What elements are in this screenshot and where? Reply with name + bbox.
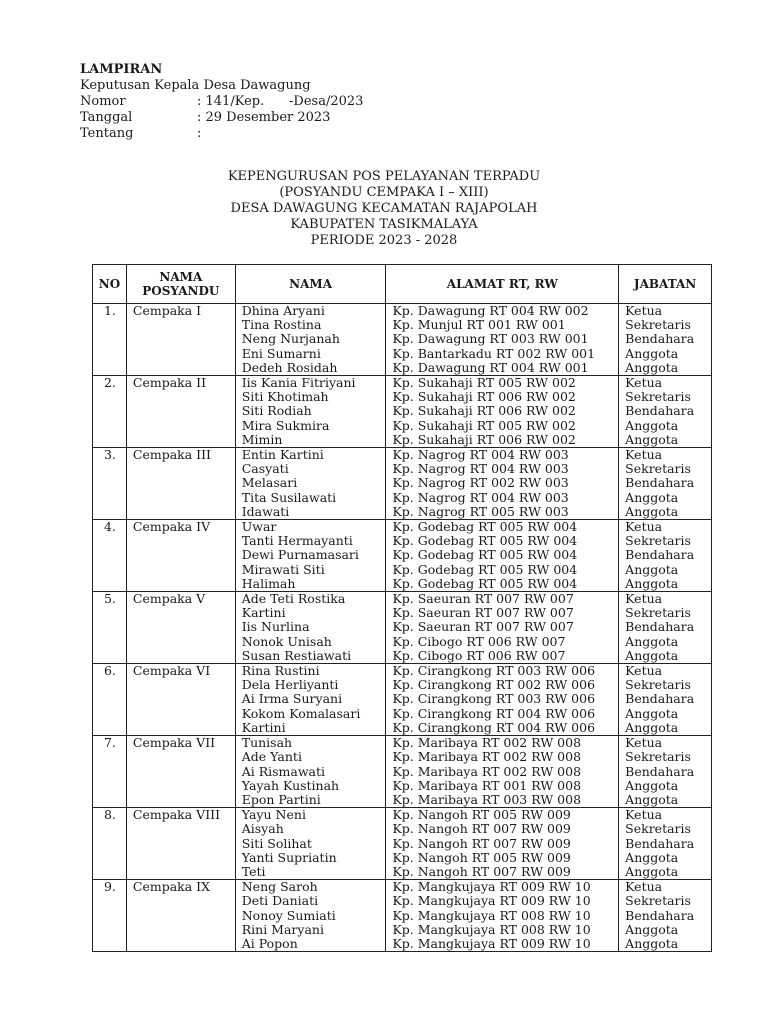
- cell-nama: Idawati: [235, 505, 386, 520]
- cell-jabatan: Sekretaris: [619, 678, 712, 692]
- cell-nama: Dhina Aryani: [235, 304, 386, 319]
- table-row: [93, 318, 712, 332]
- cell-nama: Epon Partini: [235, 793, 386, 808]
- cell-alamat: Kp. Cirangkong RT 003 RW 006: [386, 692, 619, 706]
- cell-alamat: Kp. Nagrog RT 005 RW 003: [386, 505, 619, 520]
- cell-posyandu: [126, 476, 235, 490]
- table-row: [93, 505, 712, 520]
- cell-alamat: Kp. Dawagung RT 004 RW 002: [386, 304, 619, 319]
- cell-no: [93, 433, 127, 448]
- cell-jabatan: Bendahara: [619, 692, 712, 706]
- cell-no: [93, 534, 127, 548]
- cell-jabatan: Anggota: [619, 937, 712, 952]
- table-row: [93, 808, 712, 823]
- cell-alamat: Kp. Sukahaji RT 006 RW 002: [386, 390, 619, 404]
- cell-jabatan: Ketua: [619, 736, 712, 751]
- cell-no: 6.: [93, 664, 127, 679]
- cell-alamat: Kp. Godebag RT 005 RW 004: [386, 563, 619, 577]
- cell-no: [93, 765, 127, 779]
- column-header-alamat: ALAMAT RT, RW: [386, 265, 619, 304]
- cell-alamat: Kp. Maribaya RT 002 RW 008: [386, 736, 619, 751]
- cell-posyandu: [126, 865, 235, 880]
- cell-nama: Ade Yanti: [235, 750, 386, 764]
- cell-alamat: Kp. Bantarkadu RT 002 RW 001: [386, 347, 619, 361]
- header-row-tanggal: [80, 110, 363, 126]
- cell-no: [93, 635, 127, 649]
- cell-alamat: Kp. Mangkujaya RT 008 RW 10: [386, 909, 619, 923]
- cell-no: [93, 404, 127, 418]
- cell-posyandu: [126, 851, 235, 865]
- cell-alamat: Kp. Dawagung RT 004 RW 001: [386, 361, 619, 376]
- cell-jabatan: Anggota: [619, 779, 712, 793]
- cell-alamat: Kp. Nagrog RT 002 RW 003: [386, 476, 619, 490]
- cell-jabatan: Anggota: [619, 851, 712, 865]
- cell-posyandu: [126, 721, 235, 736]
- cell-alamat: Kp. Godebag RT 005 RW 004: [386, 520, 619, 535]
- cell-jabatan: Anggota: [619, 865, 712, 880]
- table-row: [93, 894, 712, 908]
- column-header-nama-posyandu: NAMA POSYANDU: [126, 265, 235, 304]
- cell-nama: Ai Rismawati: [235, 765, 386, 779]
- cell-no: 3.: [93, 448, 127, 463]
- cell-jabatan: Sekretaris: [619, 822, 712, 836]
- cell-jabatan: Ketua: [619, 808, 712, 823]
- cell-jabatan: Anggota: [619, 361, 712, 376]
- cell-alamat: Kp. Mangkujaya RT 009 RW 10: [386, 894, 619, 908]
- cell-jabatan: Anggota: [619, 577, 712, 592]
- cell-alamat: Kp. Saeuran RT 007 RW 007: [386, 592, 619, 607]
- cell-alamat: Kp. Nagrog RT 004 RW 003: [386, 462, 619, 476]
- cell-no: [93, 649, 127, 664]
- cell-jabatan: Bendahara: [619, 765, 712, 779]
- cell-alamat: Kp. Sukahaji RT 006 RW 002: [386, 433, 619, 448]
- cell-posyandu: [126, 563, 235, 577]
- cell-nama: Tunisah: [235, 736, 386, 751]
- cell-alamat: Kp. Godebag RT 005 RW 004: [386, 548, 619, 562]
- cell-no: [93, 937, 127, 952]
- cell-no: [93, 837, 127, 851]
- cell-posyandu: [126, 433, 235, 448]
- cell-jabatan: Bendahara: [619, 476, 712, 490]
- cell-posyandu: [126, 779, 235, 793]
- cell-jabatan: Anggota: [619, 707, 712, 721]
- cell-jabatan: Sekretaris: [619, 462, 712, 476]
- cell-no: [93, 923, 127, 937]
- cell-no: 1.: [93, 304, 127, 319]
- cell-jabatan: Anggota: [619, 491, 712, 505]
- header-label: Nomor: [80, 94, 126, 109]
- cell-jabatan: Anggota: [619, 347, 712, 361]
- cell-nama: Susan Restiawati: [235, 649, 386, 664]
- cell-jabatan: Sekretaris: [619, 534, 712, 548]
- cell-jabatan: Sekretaris: [619, 606, 712, 620]
- cell-jabatan: Bendahara: [619, 909, 712, 923]
- cell-posyandu: [126, 923, 235, 937]
- cell-posyandu: [126, 909, 235, 923]
- cell-nama: Yayu Neni: [235, 808, 386, 823]
- cell-alamat: Kp. Mangkujaya RT 009 RW 10: [386, 880, 619, 895]
- cell-nama: Siti Rodiah: [235, 404, 386, 418]
- cell-alamat: Kp. Cirangkong RT 004 RW 006: [386, 721, 619, 736]
- cell-no: 5.: [93, 592, 127, 607]
- cell-posyandu: [126, 750, 235, 764]
- posyandu-table: [92, 264, 712, 952]
- cell-alamat: Kp. Cibogo RT 006 RW 007: [386, 649, 619, 664]
- cell-nama: Yanti Supriatin: [235, 851, 386, 865]
- table-row: [93, 851, 712, 865]
- cell-no: [93, 721, 127, 736]
- cell-posyandu: [126, 692, 235, 706]
- cell-no: [93, 851, 127, 865]
- cell-jabatan: Sekretaris: [619, 750, 712, 764]
- cell-jabatan: Sekretaris: [619, 894, 712, 908]
- document-header: [80, 62, 363, 142]
- header-row-tentang: [80, 126, 363, 142]
- cell-no: 7.: [93, 736, 127, 751]
- cell-alamat: Kp. Maribaya RT 002 RW 008: [386, 765, 619, 779]
- table-row: [93, 880, 712, 895]
- cell-alamat: Kp. Godebag RT 005 RW 004: [386, 534, 619, 548]
- cell-nama: Ai Irma Suryani: [235, 692, 386, 706]
- cell-nama: Neng Saroh: [235, 880, 386, 895]
- table-row: [93, 678, 712, 692]
- cell-no: [93, 318, 127, 332]
- cell-alamat: Kp. Cibogo RT 006 RW 007: [386, 635, 619, 649]
- cell-jabatan: Anggota: [619, 649, 712, 664]
- cell-no: 9.: [93, 880, 127, 895]
- cell-nama: Rina Rustini: [235, 664, 386, 679]
- cell-posyandu: [126, 318, 235, 332]
- cell-alamat: Kp. Cirangkong RT 004 RW 006: [386, 707, 619, 721]
- cell-jabatan: Bendahara: [619, 332, 712, 346]
- cell-nama: Casyati: [235, 462, 386, 476]
- cell-posyandu: Cempaka I: [126, 304, 235, 319]
- column-header-no: NO: [93, 265, 127, 304]
- cell-posyandu: [126, 678, 235, 692]
- table-row: [93, 837, 712, 851]
- cell-no: [93, 606, 127, 620]
- table-row: [93, 909, 712, 923]
- cell-nama: Neng Nurjanah: [235, 332, 386, 346]
- cell-jabatan: Bendahara: [619, 620, 712, 634]
- cell-nama: Dedeh Rosidah: [235, 361, 386, 376]
- cell-nama: Halimah: [235, 577, 386, 592]
- cell-alamat: Kp. Mangkujaya RT 009 RW 10: [386, 937, 619, 952]
- cell-nama: Siti Solihat: [235, 837, 386, 851]
- cell-posyandu: [126, 894, 235, 908]
- heading-line: PERIODE 2023 - 2028: [310, 233, 458, 248]
- table-row: [93, 923, 712, 937]
- cell-posyandu: [126, 822, 235, 836]
- document-subtitle: Keputusan Kepala Desa Dawagung: [80, 78, 311, 93]
- cell-no: [93, 332, 127, 346]
- cell-nama: Aisyah: [235, 822, 386, 836]
- table-row: [93, 548, 712, 562]
- cell-no: [93, 894, 127, 908]
- cell-nama: Kartini: [235, 606, 386, 620]
- cell-alamat: Kp. Sukahaji RT 005 RW 002: [386, 376, 619, 391]
- cell-alamat: Kp. Sukahaji RT 006 RW 002: [386, 404, 619, 418]
- cell-nama: Teti: [235, 865, 386, 880]
- cell-posyandu: Cempaka IV: [126, 520, 235, 535]
- cell-posyandu: [126, 404, 235, 418]
- table-row: [93, 534, 712, 548]
- cell-alamat: Kp. Sukahaji RT 005 RW 002: [386, 419, 619, 433]
- cell-posyandu: [126, 534, 235, 548]
- cell-jabatan: Bendahara: [619, 837, 712, 851]
- cell-nama: Dewi Purnamasari: [235, 548, 386, 562]
- cell-nama: Nonok Unisah: [235, 635, 386, 649]
- table-row: [93, 620, 712, 634]
- table-body: [93, 304, 712, 952]
- header-row-nomor: [80, 94, 363, 110]
- cell-alamat: Kp. Nangoh RT 005 RW 009: [386, 851, 619, 865]
- document-heading: [0, 169, 768, 249]
- cell-jabatan: Anggota: [619, 433, 712, 448]
- cell-nama: Deti Daniati: [235, 894, 386, 908]
- cell-jabatan: Anggota: [619, 721, 712, 736]
- cell-jabatan: Ketua: [619, 664, 712, 679]
- cell-no: [93, 909, 127, 923]
- cell-alamat: Kp. Maribaya RT 001 RW 008: [386, 779, 619, 793]
- cell-nama: Nonoy Sumiati: [235, 909, 386, 923]
- cell-no: [93, 779, 127, 793]
- cell-no: [93, 361, 127, 376]
- cell-no: [93, 476, 127, 490]
- heading-line: KABUPATEN TASIKMALAYA: [290, 217, 478, 232]
- table-row: [93, 649, 712, 664]
- table-row: [93, 347, 712, 361]
- cell-no: [93, 491, 127, 505]
- cell-nama: Dela Herliyanti: [235, 678, 386, 692]
- cell-nama: Tanti Hermayanti: [235, 534, 386, 548]
- cell-nama: Yayah Kustinah: [235, 779, 386, 793]
- cell-posyandu: [126, 390, 235, 404]
- cell-no: [93, 678, 127, 692]
- heading-line: DESA DAWAGUNG KECAMATAN RAJAPOLAH: [230, 201, 538, 216]
- cell-posyandu: Cempaka II: [126, 376, 235, 391]
- cell-jabatan: Sekretaris: [619, 390, 712, 404]
- cell-no: [93, 419, 127, 433]
- cell-alamat: Kp. Cirangkong RT 002 RW 006: [386, 678, 619, 692]
- cell-alamat: Kp. Nagrog RT 004 RW 003: [386, 448, 619, 463]
- table-row: [93, 736, 712, 751]
- cell-jabatan: Sekretaris: [619, 318, 712, 332]
- cell-nama: Eni Sumarni: [235, 347, 386, 361]
- cell-alamat: Kp. Saeuran RT 007 RW 007: [386, 606, 619, 620]
- cell-posyandu: Cempaka IX: [126, 880, 235, 895]
- cell-alamat: Kp. Maribaya RT 002 RW 008: [386, 750, 619, 764]
- cell-nama: Tita Susilawati: [235, 491, 386, 505]
- column-header-jabatan: JABATAN: [619, 265, 712, 304]
- cell-nama: Siti Khotimah: [235, 390, 386, 404]
- header-value: : 141/Kep. -Desa/2023: [197, 94, 364, 109]
- cell-nama: Mimin: [235, 433, 386, 448]
- table-row: [93, 937, 712, 952]
- cell-jabatan: Ketua: [619, 880, 712, 895]
- cell-nama: Kartini: [235, 721, 386, 736]
- table-header-row: [93, 265, 712, 304]
- cell-no: [93, 750, 127, 764]
- cell-posyandu: [126, 606, 235, 620]
- table-row: [93, 721, 712, 736]
- table-row: [93, 361, 712, 376]
- cell-alamat: Kp. Dawagung RT 003 RW 001: [386, 332, 619, 346]
- cell-nama: Iis Kania Fitriyani: [235, 376, 386, 391]
- table-row: [93, 462, 712, 476]
- header-label: Tanggal: [80, 110, 133, 125]
- cell-nama: Mira Sukmira: [235, 419, 386, 433]
- cell-no: [93, 707, 127, 721]
- cell-alamat: Kp. Nagrog RT 004 RW 003: [386, 491, 619, 505]
- cell-no: [93, 462, 127, 476]
- table-row: [93, 765, 712, 779]
- table-row: [93, 433, 712, 448]
- cell-alamat: Kp. Nangoh RT 007 RW 009: [386, 837, 619, 851]
- cell-posyandu: Cempaka III: [126, 448, 235, 463]
- cell-no: [93, 822, 127, 836]
- header-value: :: [197, 126, 202, 141]
- cell-alamat: Kp. Munjul RT 001 RW 001: [386, 318, 619, 332]
- cell-alamat: Kp. Godebag RT 005 RW 004: [386, 577, 619, 592]
- cell-nama: Rini Maryani: [235, 923, 386, 937]
- table-row: [93, 793, 712, 808]
- cell-alamat: Kp. Cirangkong RT 003 RW 006: [386, 664, 619, 679]
- cell-nama: Entin Kartini: [235, 448, 386, 463]
- cell-posyandu: Cempaka V: [126, 592, 235, 607]
- cell-jabatan: Anggota: [619, 923, 712, 937]
- cell-nama: Mirawati Siti: [235, 563, 386, 577]
- table-row: [93, 563, 712, 577]
- table-row: [93, 750, 712, 764]
- cell-no: [93, 390, 127, 404]
- cell-jabatan: Ketua: [619, 592, 712, 607]
- cell-jabatan: Ketua: [619, 448, 712, 463]
- cell-jabatan: Anggota: [619, 563, 712, 577]
- document-title: LAMPIRAN: [80, 62, 163, 77]
- table-row: [93, 707, 712, 721]
- table-row: [93, 606, 712, 620]
- table-row: [93, 390, 712, 404]
- cell-posyandu: [126, 548, 235, 562]
- table-row: [93, 692, 712, 706]
- cell-no: 2.: [93, 376, 127, 391]
- cell-nama: Iis Nurlina: [235, 620, 386, 634]
- table-row: [93, 476, 712, 490]
- cell-posyandu: Cempaka VIII: [126, 808, 235, 823]
- table-row: [93, 376, 712, 391]
- cell-jabatan: Ketua: [619, 304, 712, 319]
- cell-posyandu: [126, 793, 235, 808]
- cell-posyandu: Cempaka VI: [126, 664, 235, 679]
- table-row: [93, 865, 712, 880]
- cell-posyandu: [126, 505, 235, 520]
- cell-posyandu: [126, 347, 235, 361]
- cell-posyandu: [126, 937, 235, 952]
- cell-posyandu: [126, 419, 235, 433]
- cell-no: [93, 865, 127, 880]
- cell-posyandu: [126, 635, 235, 649]
- heading-line: (POSYANDU CEMPAKA I – XIII): [279, 185, 489, 200]
- cell-posyandu: [126, 577, 235, 592]
- cell-alamat: Kp. Nangoh RT 005 RW 009: [386, 808, 619, 823]
- cell-no: 4.: [93, 520, 127, 535]
- cell-no: [93, 548, 127, 562]
- table-row: [93, 592, 712, 607]
- table-row: [93, 664, 712, 679]
- table-row: [93, 822, 712, 836]
- table-row: [93, 404, 712, 418]
- cell-jabatan: Anggota: [619, 793, 712, 808]
- cell-jabatan: Ketua: [619, 376, 712, 391]
- cell-alamat: Kp. Mangkujaya RT 008 RW 10: [386, 923, 619, 937]
- cell-posyandu: [126, 332, 235, 346]
- table-row: [93, 304, 712, 319]
- cell-no: [93, 793, 127, 808]
- cell-no: [93, 347, 127, 361]
- cell-posyandu: [126, 620, 235, 634]
- cell-posyandu: [126, 649, 235, 664]
- cell-posyandu: [126, 361, 235, 376]
- cell-posyandu: [126, 765, 235, 779]
- cell-alamat: Kp. Nangoh RT 007 RW 009: [386, 865, 619, 880]
- cell-alamat: Kp. Maribaya RT 003 RW 008: [386, 793, 619, 808]
- cell-jabatan: Anggota: [619, 635, 712, 649]
- column-header-nama: NAMA: [235, 265, 386, 304]
- header-value: : 29 Desember 2023: [197, 110, 331, 125]
- cell-jabatan: Bendahara: [619, 548, 712, 562]
- cell-posyandu: [126, 707, 235, 721]
- cell-nama: Melasari: [235, 476, 386, 490]
- cell-nama: Ai Popon: [235, 937, 386, 952]
- cell-no: [93, 563, 127, 577]
- cell-nama: Kokom Komalasari: [235, 707, 386, 721]
- table-row: [93, 332, 712, 346]
- table-row: [93, 635, 712, 649]
- cell-jabatan: Anggota: [619, 419, 712, 433]
- cell-no: [93, 692, 127, 706]
- cell-posyandu: [126, 491, 235, 505]
- cell-no: 8.: [93, 808, 127, 823]
- cell-no: [93, 577, 127, 592]
- cell-posyandu: Cempaka VII: [126, 736, 235, 751]
- table-row: [93, 491, 712, 505]
- cell-posyandu: [126, 837, 235, 851]
- cell-alamat: Kp. Nangoh RT 007 RW 009: [386, 822, 619, 836]
- header-label: Tentang: [80, 126, 134, 141]
- cell-jabatan: Bendahara: [619, 404, 712, 418]
- table-row: [93, 419, 712, 433]
- cell-nama: Uwar: [235, 520, 386, 535]
- table-row: [93, 779, 712, 793]
- heading-line: KEPENGURUSAN POS PELAYANAN TERPADU: [227, 169, 541, 184]
- cell-no: [93, 505, 127, 520]
- table-row: [93, 520, 712, 535]
- cell-no: [93, 620, 127, 634]
- cell-alamat: Kp. Saeuran RT 007 RW 007: [386, 620, 619, 634]
- cell-jabatan: Anggota: [619, 505, 712, 520]
- cell-posyandu: [126, 462, 235, 476]
- table-row: [93, 577, 712, 592]
- cell-nama: Tina Rostina: [235, 318, 386, 332]
- table-row: [93, 448, 712, 463]
- cell-jabatan: Ketua: [619, 520, 712, 535]
- cell-nama: Ade Teti Rostika: [235, 592, 386, 607]
